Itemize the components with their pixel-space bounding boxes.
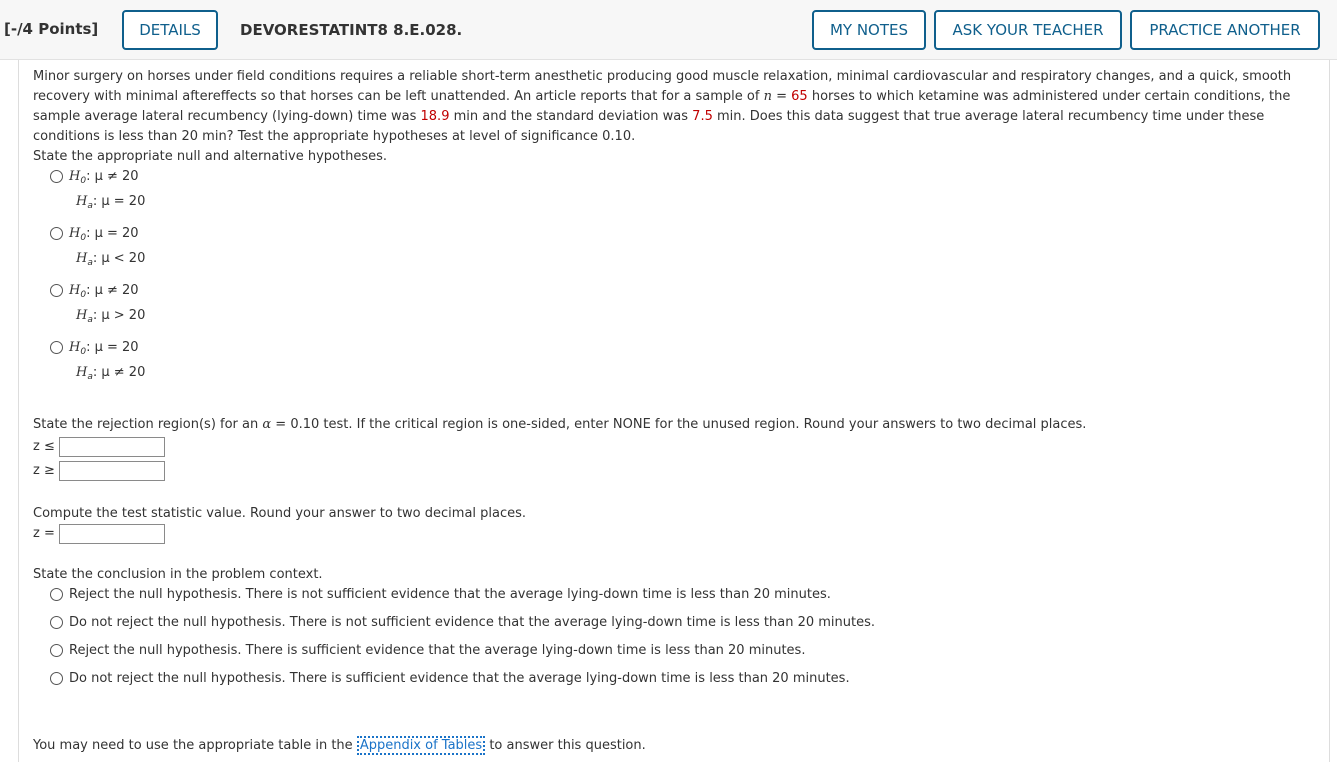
my-notes-button[interactable]: MY NOTES [812,10,926,50]
n-value: 65 [791,89,808,104]
problem-line-1: Minor surgery on horses under field conditions requires a reliable short-term anesthetic producing good muscle relaxation, minimal cardiovascular and respiratory changes, and a quick, smooth [33,69,1292,84]
hypothesis-option-2-h0[interactable]: $H_0$: μ = 20 [69,226,139,243]
hypothesis-option-1-h0[interactable]: $H_0$: μ ≠ 20 [69,169,139,186]
practice-another-button[interactable]: PRACTICE ANOTHER [1130,10,1320,50]
ask-teacher-button[interactable]: ASK YOUR TEACHER [934,10,1122,50]
z-statistic-input[interactable] [59,524,165,544]
sd-value: 7.5 [692,109,713,124]
alpha-symbol: α [262,417,272,432]
conclusion-prompt: State the conclusion in the problem context. [33,567,323,582]
conclusion-option-4-label[interactable]: Do not reject the null hypothesis. There is sufficient evidence that the average lying-down time is less than 20 minutes. [69,671,850,686]
conclusion-option-1-radio[interactable] [50,588,63,601]
z-statistic-label: z = [33,526,55,541]
conclusion-option-2-label[interactable]: Do not reject the null hypothesis. There is not sufficient evidence that the average lying-down time is less than 20 minutes. [69,615,876,630]
problem-line-2: recovery with minimal aftereffects so that horses can be left unattended. An article reports that for a sample of n = 65 horses to which ketamine was administered under certain conditions, the [33,89,1291,104]
appendix-of-tables-link[interactable]: Appendix of Tables [357,736,485,755]
rejection-prompt: State the rejection region(s) for an α = 0.10 test. If the critical region is one-sided, enter NONE for the unused region. Round your answers to two decimal places. [33,417,1087,432]
z-upper-label: z ≥ [33,463,55,478]
problem-line-3: sample average lateral recumbency (lying-down) time was 18.9 min and the standard deviation was 7.5 min. Does this data suggest that true average lateral recumbency time under these [33,109,1265,124]
problem-line-4: conditions is less than 20 min? Test the appropriate hypotheses at level of significance 0.10. [33,129,636,144]
z-upper-input[interactable] [59,461,165,481]
statistic-prompt: Compute the test statistic value. Round your answer to two decimal places. [33,506,527,521]
hypothesis-option-3-h0[interactable]: $H_0$: μ ≠ 20 [69,283,139,300]
details-button[interactable]: DETAILS [122,10,218,50]
conclusion-option-2-radio[interactable] [50,616,63,629]
z-lower-input[interactable] [59,437,165,457]
conclusion-option-3-label[interactable]: Reject the null hypothesis. There is sufficient evidence that the average lying-down time is less than 20 minutes. [69,643,806,658]
conclusion-option-1-label[interactable]: Reject the null hypothesis. There is not sufficient evidence that the average lying-down time is less than 20 minutes. [69,587,831,602]
hypothesis-option-4-h0[interactable]: $H_0$: μ = 20 [69,340,139,357]
conclusion-option-3-radio[interactable] [50,644,63,657]
question-header [0,0,1337,60]
conclusion-option-4-radio[interactable] [50,672,63,685]
hypothesis-option-2-ha: $H_a$: μ < 20 [76,251,146,268]
hypothesis-option-4-radio[interactable] [50,341,63,354]
hypotheses-prompt: State the appropriate null and alternative hypotheses. [33,149,387,164]
hypothesis-option-2-radio[interactable] [50,227,63,240]
hypothesis-option-1-radio[interactable] [50,170,63,183]
n-variable: n [763,89,772,104]
hypothesis-option-3-ha: $H_a$: μ > 20 [76,308,146,325]
points-label: [-/4 Points] [4,20,99,38]
hypothesis-option-3-radio[interactable] [50,284,63,297]
z-lower-label: z ≤ [33,439,55,454]
hypothesis-option-4-ha: $H_a$: μ ≠ 20 [76,365,146,382]
appendix-note: You may need to use the appropriate table in the Appendix of Tables to answer this question. [33,738,646,753]
mean-value: 18.9 [420,109,450,124]
hypothesis-option-1-ha: $H_a$: μ = 20 [76,194,146,211]
question-id: DEVORESTATINT8 8.E.028. [240,21,463,39]
